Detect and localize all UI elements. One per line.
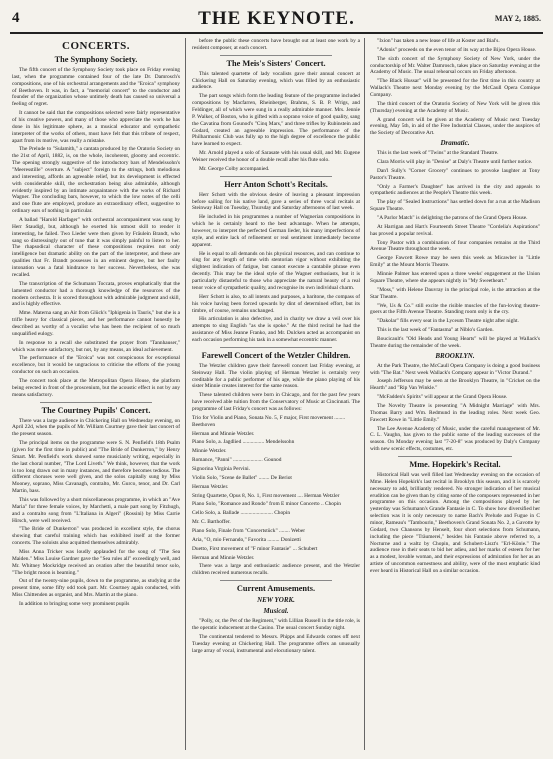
paragraph: There was a large audience in Chickering Hall on Wednesday evening, on April 22d, when the pupils of Mr. William Courtney gave their last concert of the present season. bbox=[12, 417, 180, 438]
paragraph: The transcription of the Schumann Toccata, proves emphatically that the lamented conductor had a thorough knowledge of the resources of the modern orchestra. It is scored throughout with admirable judgment and skill, and is highly effective. bbox=[12, 280, 180, 308]
programme-line: Mr. C. Barthoffer. bbox=[192, 519, 231, 526]
paragraph: In response to a recall she substituted the prayer from "Tannhauser," which was more satisfactory, but not, by any means, an ideal achievement. bbox=[12, 339, 180, 353]
column-rule bbox=[364, 38, 365, 750]
page-number: 4 bbox=[12, 10, 20, 26]
paragraph: "Dakolar" fills every seat in the Lyceum Theatre night after night. bbox=[377, 318, 519, 325]
paragraph: A ballad "Harold Harfager" with orchestral accompaniment was sung by Herr Staudigl, but, although he exerted his utmost skill to render it interesting, he failed. Two Lieder were then given by Fräulein Brandt, who sang so distressingly out of tune that it was simply painful to listen to her. The rhapsodical character of these compositions requires not only intelligence but dramatic ability on the part of the interpreter, and these are qualities that Fr. Brandt possesses in an eminent degree, but her faulty intonation was a fatal hindrance to her success. Nevertheless, she was recalled. bbox=[12, 217, 180, 278]
paragraph: The Prelude to "Sulamith," a cantata produced by the Oratorio Society on the 21st of April, 1882, is, on the whole, incoherent, gloomy and eccentric. The opening strongly suggestive of the introductory bars of Mendelssohn's "Meeresstille" overture. A "subject" foreign to the strings, both melodious and interesting, affords an agreeable relief, but its development is effected with considerable skill, the orchestration being also admirable, although evidently inspired by an intimate acquaintance with the works of Richard Wagner. The concluding bars, however, to which the low notes of the celli and one flute are employed, produce an extraordinary effect, suggestive to ordinary ears of nothing in particular. bbox=[12, 146, 180, 215]
paragraph: The play of "Sealed Instructions" has settled down for a run at the Madison Square Theatre. bbox=[370, 199, 540, 213]
paragraph: Out of the twenty-nine pupils, down to the programme, as studying at the present time, some fifty odd took part. Mr. Courtney again conducted, with Miss Chittenden as organist, and Mrs. Martin at the piano. bbox=[12, 578, 180, 599]
article-heading: Farewell Concert of the Wetzler Children. bbox=[201, 350, 351, 360]
programme-line: Piano Solo, "Romance and Rondo" from E minor Concerto .. Chopin bbox=[192, 501, 341, 508]
paragraph: The Novelty Theatre is presenting "A Midnight Marriage" with Mrs. Thomas Barry and Wm. Redmund in the leading roles. Next week Geo. Fawcett Rowe in "Little Emily." bbox=[370, 402, 540, 423]
page-header bbox=[10, 6, 543, 34]
paragraph: "McFadden's Spirits" will appear at the Grand Opera House. bbox=[377, 394, 508, 401]
programme-line: Herman and Minnie Wetzler. bbox=[192, 554, 255, 561]
paragraph: Herr Schott with the obvious desire of leaving a pleasant impression before sailing for his native land, gave a series of three vocal recitals at Steinway Hall on Tuesday, Thursday and Saturday afternoons of last week. bbox=[192, 191, 360, 212]
paragraph: "Ixion" has taken a new lease of life at Koster and Bial's. bbox=[377, 38, 500, 44]
paragraph: The continental tendered to Messrs. Phipps and Edwards comes off next Tuesday evening at Chickering Hall. The programme offers an unusually large array of vocal, instrumental and elocutionary talent. bbox=[192, 633, 360, 654]
paragraph: "Only a Farmer's Daughter" has arrived in the city and appeals to sympathetic audiences at the People's Theatre this week. bbox=[370, 183, 540, 197]
article-heading: The Symphony Society. bbox=[54, 55, 138, 64]
programme-line: Aria, "O, mio Fernando," Favorita ......... Donizetti bbox=[192, 536, 301, 543]
paragraph: He is equal to all demands on his physical resources, and can continue to sing for any length of time with stentorian vigor without exhibiting the slightest indication of fatigue, but cannot execute a cantabile phrase even decently. This may be the ideal style of the Wagner enthusiasts, but it is particularly distasteful to those who appreciate the natural beauty of a real tenor voice of sympathetic quality, and recognise its own individual charm. bbox=[192, 250, 360, 291]
column-rule bbox=[185, 38, 186, 750]
masthead-title: THE KEYNOTE. bbox=[198, 8, 355, 29]
paragraph: This is the last week of "Fantasma" at Niblo's Garden. bbox=[377, 327, 494, 334]
paragraph: In addition to bringing some very prominent pupils bbox=[19, 601, 130, 608]
divider bbox=[40, 402, 152, 403]
programme-line: Herman and Minnie Wetzler. bbox=[192, 430, 255, 437]
programme-line: Trio for Violin and Piano, Sonata No. 5, F major, First movement ........ Beethoven bbox=[192, 414, 346, 428]
programme-line: Piano Solo, a. Jagdlied ................ Mendelssohn bbox=[192, 439, 295, 446]
article-heading: Mme. Hopekirk's Recital. bbox=[409, 459, 501, 469]
article-heading: The Meis's Sisters' Concert. bbox=[226, 58, 326, 68]
paragraph: George Fawcett Rowe may be seen this week as Micawber in "Little Emily" at the Mount Morris Theatre. bbox=[370, 255, 540, 269]
programme-line: Duetto, First movement of "F minor Fantasie" ... Schubert bbox=[192, 545, 318, 552]
paragraph: The Wetzler children gave their farewell concert last Friday evening, at Steinway Hall. The violin playing of Herman Wetzler is certainly very creditable for a public performer of his age, while the piano playing of his sister Minnie creates interest for the same reason. bbox=[192, 362, 360, 390]
paragraph: "A Parlor Match" is delighting the patrons of the Grand Opera House. bbox=[377, 215, 528, 222]
paragraph: Clara Morris will play in "Denise" at Daly's Theatre until further notice. bbox=[377, 159, 533, 166]
article-heading: Herr Anton Schott's Recitals. bbox=[224, 179, 328, 189]
paragraph: At Harrigan and Hart's Fourteenth Street Theatre "Cordelia's Aspirations" has proved a popular revival. bbox=[370, 223, 540, 237]
paragraph: This is the last week of "Twins" at the Standard Theatre. bbox=[377, 150, 499, 157]
paragraph: This was followed by a short miscellaneous programme, in which an "Ave Maria" for three female voices, by Marchetti, a male part song by Fitzhugh, and a contralto song from "L'Italiana in Algeri" (Rossini) by Miss Carrie Hirsch, were well received. bbox=[12, 496, 180, 524]
paragraph: Miss Anna Tricker was loudly applauded for the song of "The Sea Maiden." Miss Louise Gardner gave the "Sea rules all" exceedingly well, and Mr. Whitney Mockridge received an ovation after the beautiful tenor solo, "The bright moon is beaming." bbox=[12, 549, 180, 576]
programme-line: Herman Wetzler. bbox=[192, 483, 229, 490]
issue-date: MAY 2, 1885. bbox=[494, 14, 541, 23]
programme-line: Minnie Wetzler. bbox=[192, 448, 227, 455]
paragraph: The sixth concert of the Symphony Society of New York, under the conductorship of Mr. Walter Damrosch, takes place on Saturday evening at the Academy of Music. The usual rehearsal occurs on Friday afternoon. bbox=[370, 55, 540, 76]
paragraph: At the Park Theatre, the McCaull Opera Company is doing a good business with "The Bat." Next week Wallack's Company appear in "Victor Durand." bbox=[370, 362, 540, 376]
paragraph: "Moss," with Helene Dauvray in the principal role, is the attraction at the Star Theatre. bbox=[370, 286, 540, 300]
paragraph: Mme. Materna sang an Air from Glück's "Iphigenia in Tauris," but she is a trifle heavy for classical pieces, and her performance cannot honestly be described as worthy of a vocalist who has been the recipient of so much unqualified eulogy. bbox=[12, 310, 180, 337]
paragraph: before the public these concerts have brought out at least one work by a resident composer, at each concert. bbox=[192, 38, 360, 51]
paragraph: There was a large and enthusiastic audience present, and the Wetzler children received numerous recalls. bbox=[192, 563, 360, 577]
programme-line: Violin Solo, "Scene de Ballet" ........ De Beriot bbox=[192, 474, 292, 481]
paragraph: Herr Schott is also, to all intents and purposes, a baritone, the compass of his voice having been forced upwards by dint of determined effort, but its timbre, of course, remains unchanged. bbox=[192, 293, 360, 314]
section-heading: CONCERTS. bbox=[62, 40, 130, 52]
paragraph: These talented children were born in Chicago, and for the past few years have received able tuition from the Conservatory of Music at Cincinnati. The programme of last Friday's concert was as follows: bbox=[192, 392, 360, 412]
paragraph: Dan'l Sully's "Corner Grocery" continues to provoke laughter at Tony Pastor's Theatre. bbox=[370, 167, 540, 181]
city-heading: BROOKLYN. bbox=[435, 351, 475, 360]
divider bbox=[398, 456, 512, 457]
paragraph: "The Black Hussar" will be presented for the first time in this country at Wallack's Theatre next Monday evening by the McCaull Opera Comique Company. bbox=[370, 78, 540, 99]
paragraph: The fifth concert of the Symphony Society took place on Friday evening last, when the programme contained four of the late Dr. Damrosch's compositions, one of his orchestral arrangements and the "Eroica" symphony of Beethoven. It was, in fact, a "memorial concert" to the conductor and founder of the organization whose untimely death has caused so universal a feeling of regret. bbox=[12, 67, 180, 108]
paragraph: Tony Pastor with a combination of four companies remains at the Third Avenue Theatre throughout the week. bbox=[370, 239, 540, 253]
paragraph: Mr. George Colby accompanied. bbox=[199, 165, 270, 172]
paragraph: Boucicault's "Old Heads and Young Hearts" will be played at Wallack's Theatre during the remainder of the week. bbox=[370, 335, 540, 349]
column-3 bbox=[370, 38, 540, 750]
paragraph: The concert took place at the Metropolitan Opera House, the platform being erected in front of the proscenium, but the acoustic effect is not by any means satisfactory. bbox=[12, 377, 180, 398]
paragraph: The principal items on the programme were S. N. Penfield's 18th Psalm (given for the first time in public) and "The Bride of Dunkerron," by Henry Smart. Mr. Penfield's work showed some musicianly writing, especially in the last choral number, "The Lord Liveth." We think, however, that the work is too long drawn out in many instances, and therefore becomes tedious. The different choruses were well given, and the solos capitally sung by Miss Mooney, soprano, Miss Cavanagh, contralto, Mr. Gurco, tenor, and Dr. Carl Martin, bass. bbox=[12, 440, 180, 495]
paragraph: "Polly, or, the Pet of the Regiment," with Lillian Russell in the title role, is the operatic inducement at the Casino. The usual concert Sunday night. bbox=[192, 618, 360, 631]
article-heading: Current Amusements. bbox=[236, 584, 316, 594]
paragraph: "The Bride of Dunkerron" was produced in excellent style, the chorus showing that careful training which has exhibited itself at the former concerts. The soloists also acquitted themselves admirably. bbox=[12, 526, 180, 547]
paragraph: Minnie Palmer has entered upon a three weeks' engagement at the Union Square Theatre, where she appears nightly in "My Sweetheart." bbox=[370, 271, 540, 284]
paragraph: The performance of the "Eroica" was not conspicuous for exceptional excellence, but it would be ungracious to criticise the efforts of the young conductor on such an occasion. bbox=[12, 355, 180, 376]
programme-line: Piano Solo, Finale from "Concertstück" ........ Weber bbox=[192, 527, 306, 534]
programme-line: Romance, "Panni" ...................... Gounod bbox=[192, 457, 282, 464]
programme-line: Cello Solo, a. Ballade ........................ Chopin bbox=[192, 510, 291, 517]
paragraph: This talented quartette of lady vocalists gave their annual concert at Chickering Hall on Saturday evening, which was filled by an enthusiastic audience. bbox=[192, 70, 360, 91]
paragraph: The third concert of the Oratorio Society of New York will be given this (Thursday) evening at the Academy of Music. bbox=[370, 100, 540, 114]
article-heading: The Courtney Pupils' Concert. bbox=[41, 405, 151, 415]
subsection-heading: Dramatic. bbox=[440, 139, 470, 148]
divider bbox=[220, 580, 332, 581]
paragraph: A grand concert will be given at the Academy of Music next Tuesday evening, May 5th, in aid of the Free Industrial Classes, under the auspices of the Society of Decorative Art. bbox=[370, 116, 540, 137]
paragraph: Joseph Jefferson may be seen at the Brooklyn Theatre, in "Cricket on the Hearth" and "Rip Van Winkle." bbox=[370, 378, 540, 392]
paragraph: Historical Hall was well filled last Wednesday evening on the occasion of Mme. Helen Hopekirk's last recital in Brooklyn this season, and it is scarcely necessary to add, brilliantly rendered. No stronger indication of her musical erudition can be given than by citing some of the composers represented in her programme on this occasion. Among the compositions played by her yesterday was Schumann's Grande Fantasie in C. To show how diversified her selection was it is only necessary to name Bach's Prelude and Fugue in C minor, Rameau's "Tambourin," Beethoven's Grand Sonata No. 2, a Gavotte by Godard, two Chansons by Henselt, four short selections from Schumann, including the piece "Träumerei," besides his Fantasie above referred to, a Nocturne and a waltz by Chopin, and Schubert-Liszt's "Erl-Könie." The audience rose in their seats to bid her adieu, and her marks of esteem for her as a modest, lovable woman, and their expressions of admiration for her as an artiste of uncommon earnestness and ability, were of the most emphatic kind ever heard in Historical Hall on a similar occasion. bbox=[370, 471, 540, 574]
paragraph: His articulation is also defective, and in charity we draw a veil over his attempts to sing English "as she is spoke." At the third recital he had the assistance of Miss Jeanne Franko, and Mr. Dulcken acted as accompanist on each occasion performing his task in a somewhat eccentric manner. bbox=[192, 316, 360, 343]
paragraph: It cannot be said that the compositions selected were fairly representative of his creative powers, and many of those who appreciate the work he has done in his legitimate sphere, as a musical educator and sympathetic interpreter of the works of others, must have felt that this tribute of respect, apart from its motive, was really a mistake. bbox=[12, 110, 180, 144]
divider bbox=[220, 176, 332, 177]
paragraph: "Adonis" proceeds on the even tenor of its way at the Bijou Opera House. bbox=[377, 46, 537, 53]
divider bbox=[220, 347, 332, 348]
city-heading: NEW YORK. bbox=[257, 596, 295, 605]
paragraph: Mr. Arnold played a solo of Sarasate with his usual skill, and Mr. Eugene Weiner received the honor of a double recall after his flute solo. bbox=[192, 150, 360, 164]
paragraph: "We, Us & Co." still excite the risible muscles of the fun-loving theatre-goers at the Fifth Avenue Theatre. Standing room only is the cry. bbox=[370, 302, 540, 316]
column-2 bbox=[192, 38, 360, 750]
programme-line: Signorina Virginia Pervini. bbox=[192, 465, 251, 472]
divider bbox=[220, 55, 332, 56]
paragraph: The part songs which form the leading feature of the programme included compositions by Macfarren, Rheinberger, Brahms, S. B. P. Wrigs, and Feldinger, all of which were sung in a really admirable manner. Mrs. Jennie P. Walker, of Boston, who is gifted with a soprano voice of good quality, sang the Cavatina from Gounod's "Cinq Mars," and three trifles by Rubinstein and Godard, created an agreeable impression. The performance of the Philharmonic Club was fully up to the high degree of excellence the public have learned to expect. bbox=[192, 93, 360, 148]
paragraph: The Lee Avenue Academy of Music, under the careful management of Mr. C. L. Vaughn, has given to the public some of the leading successes of the season. On Monday evening last "7-20-8" was produced by Daly's Company with new scenic effects, costumes, etc. bbox=[370, 425, 540, 453]
programme-line: String Quartette, Opus 8, No. 1, First movement .... Herman Wetzler bbox=[192, 492, 340, 499]
column-1 bbox=[12, 38, 180, 750]
paragraph: He included in his programmes a number of Wagnerian compositions in which he is certainly heard to the best advantage. When he attempts, however, to interpret the perfected German lieder, his many imperfections of style, and entire lack of refinement or real sentiment immediately become apparent. bbox=[192, 214, 360, 248]
subsection-heading: Musical. bbox=[263, 607, 289, 616]
